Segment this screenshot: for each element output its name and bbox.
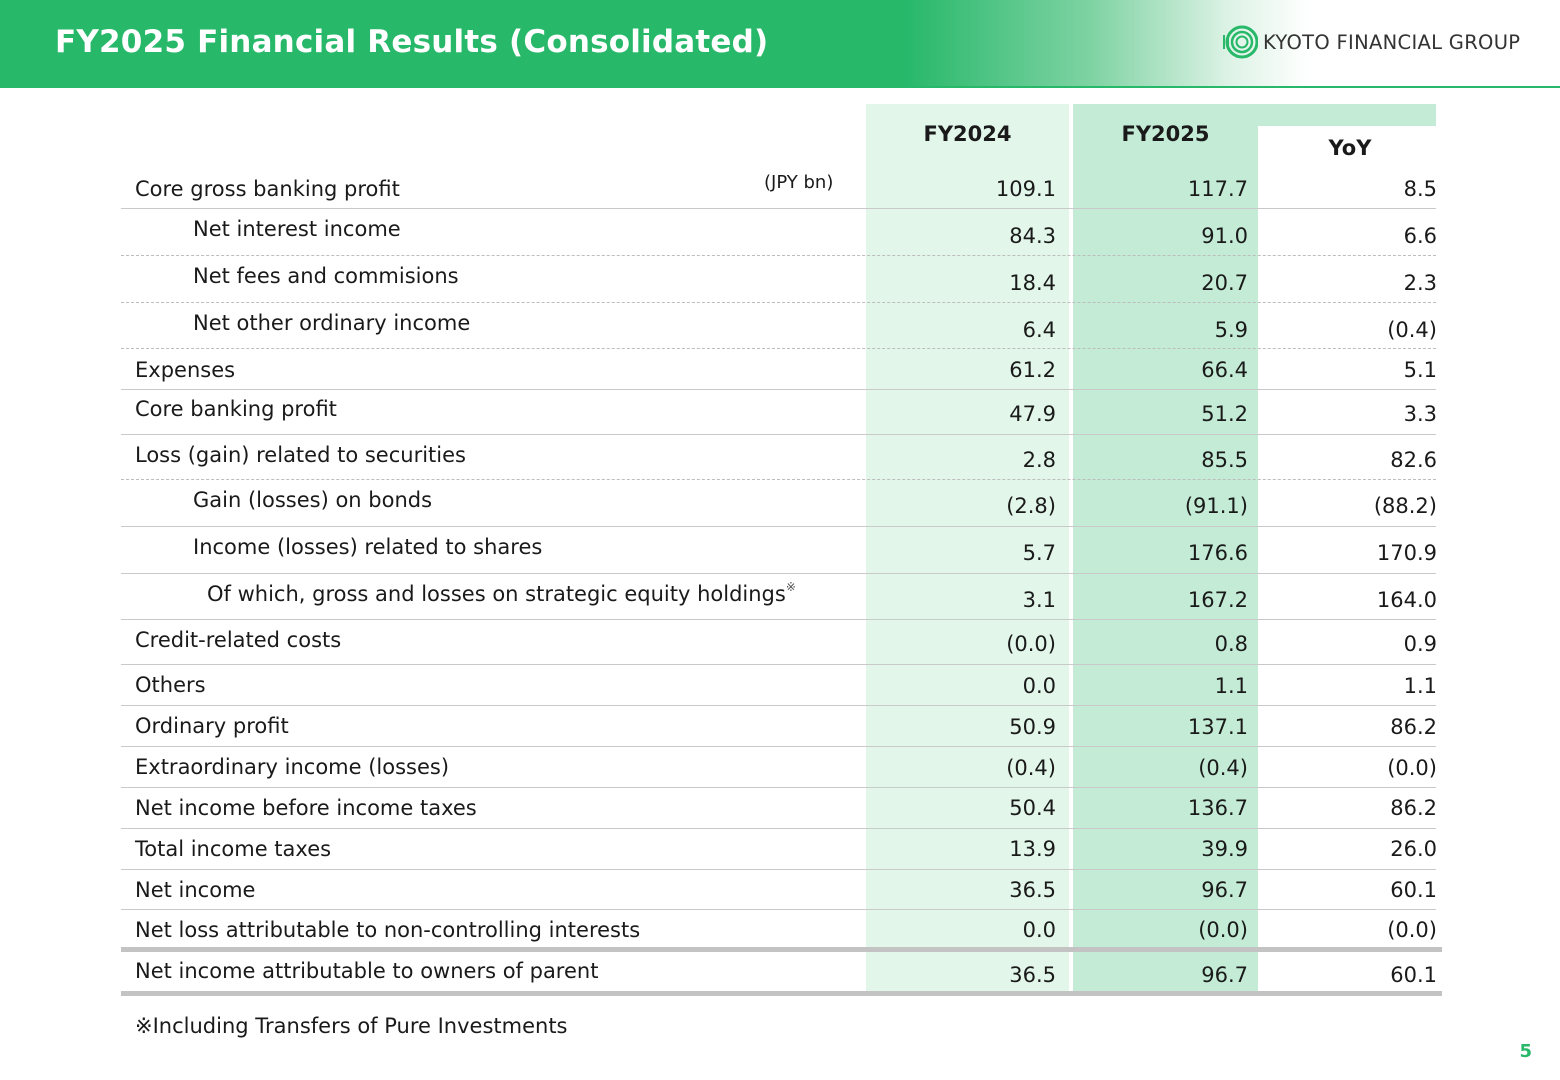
company-logo [1222, 24, 1520, 60]
row-label: Income (losses) related to shares [193, 535, 543, 559]
table-row [121, 389, 1436, 435]
table-row [121, 787, 1436, 829]
table-row [121, 828, 1436, 870]
cell-fy2025: 91.0 [1201, 224, 1248, 248]
cell-yoy: 5.1 [1403, 358, 1437, 382]
unit-label: (JPY bn) [764, 172, 834, 193]
cell-fy2024: 84.3 [1009, 224, 1056, 248]
cell-fy2024: 13.9 [1009, 837, 1056, 861]
cell-fy2024: 3.1 [1022, 588, 1056, 612]
table-row [121, 619, 1436, 665]
table-row [121, 705, 1436, 747]
row-label: Of which, gross and losses on strategic equity holdings※ [207, 580, 796, 606]
table-row [121, 168, 1436, 209]
cell-fy2024: (0.4) [1006, 756, 1056, 780]
yoy-header-bar [1258, 104, 1436, 126]
table-row [121, 434, 1436, 480]
cell-yoy: 0.9 [1403, 632, 1437, 656]
row-label: Credit-related costs [135, 628, 342, 652]
row-label: Ordinary profit [135, 714, 289, 738]
table-row [121, 869, 1436, 910]
cell-yoy: 86.2 [1390, 715, 1437, 739]
cell-fy2024: 109.1 [995, 177, 1056, 201]
cell-fy2024: 6.4 [1022, 318, 1056, 342]
cell-yoy: 1.1 [1403, 674, 1437, 698]
row-label: Gain (losses) on bonds [193, 488, 433, 512]
table-row [121, 573, 1436, 620]
cell-yoy: 8.5 [1403, 177, 1437, 201]
cell-fy2024: 0.0 [1022, 918, 1056, 942]
row-label: Net income [135, 878, 256, 902]
kyoto-logo-icon [1222, 24, 1258, 60]
cell-fy2025: (0.0) [1198, 918, 1248, 942]
row-label: Net interest income [193, 217, 401, 241]
cell-fy2025: 39.9 [1201, 837, 1248, 861]
cell-fy2025: 136.7 [1187, 796, 1248, 820]
cell-fy2025: 117.7 [1187, 177, 1248, 201]
cell-yoy: 170.9 [1376, 541, 1437, 565]
column-header-fy2025: FY2025 [1121, 122, 1210, 146]
cell-fy2024: 18.4 [1009, 271, 1056, 295]
row-label: Extraordinary income (losses) [135, 755, 450, 779]
cell-fy2025: 137.1 [1187, 715, 1248, 739]
cell-fy2024: 5.7 [1022, 541, 1056, 565]
title-bar [0, 0, 1560, 88]
table-row [121, 208, 1436, 256]
cell-fy2025: 66.4 [1201, 358, 1248, 382]
cell-yoy: 82.6 [1390, 448, 1437, 472]
row-label: Core gross banking profit [135, 177, 400, 201]
page-title: FY2025 Financial Results (Consolidated) [55, 24, 769, 60]
cell-yoy: 6.6 [1403, 224, 1437, 248]
cell-yoy: (0.0) [1387, 918, 1437, 942]
cell-yoy: (0.4) [1387, 318, 1437, 342]
cell-yoy: 164.0 [1376, 588, 1437, 612]
row-label: Net loss attributable to non-controlling interests [135, 918, 641, 942]
cell-fy2024: 36.5 [1009, 878, 1056, 902]
company-name: KYOTO FINANCIAL GROUP [1263, 30, 1521, 54]
table-row [121, 255, 1436, 303]
table-row [121, 479, 1436, 527]
cell-yoy: (88.2) [1373, 494, 1437, 518]
cell-yoy: 86.2 [1390, 796, 1437, 820]
table-row [121, 746, 1436, 788]
cell-fy2024: 50.9 [1009, 715, 1056, 739]
cell-fy2025: 1.1 [1214, 674, 1248, 698]
row-label: Net other ordinary income [193, 311, 471, 335]
cell-fy2024: (0.0) [1006, 632, 1056, 656]
row-label: Loss (gain) related to securities [135, 443, 466, 467]
cell-fy2025: 176.6 [1187, 541, 1248, 565]
table-row [121, 664, 1436, 706]
cell-yoy: (0.0) [1387, 756, 1437, 780]
cell-fy2024: 0.0 [1022, 674, 1056, 698]
cell-fy2025: (91.1) [1184, 494, 1248, 518]
cell-fy2025: 85.5 [1201, 448, 1248, 472]
cell-fy2024: 50.4 [1009, 796, 1056, 820]
cell-fy2025: 96.7 [1201, 963, 1248, 987]
footnote: ※Including Transfers of Pure Investments [135, 1014, 568, 1038]
cell-yoy: 60.1 [1390, 963, 1437, 987]
table-row [121, 952, 1442, 996]
cell-fy2025: 51.2 [1201, 402, 1248, 426]
row-label: Net income before income taxes [135, 796, 477, 820]
cell-fy2024: 47.9 [1009, 402, 1056, 426]
cell-fy2024: 2.8 [1022, 448, 1056, 472]
cell-fy2024: 61.2 [1009, 358, 1056, 382]
row-label: Net fees and commisions [193, 264, 459, 288]
row-label: Net income attributable to owners of parent [135, 959, 599, 983]
cell-yoy: 3.3 [1403, 402, 1437, 426]
cell-yoy: 2.3 [1403, 271, 1437, 295]
cell-fy2025: 0.8 [1214, 632, 1248, 656]
column-header-yoy: YoY [1328, 136, 1372, 160]
cell-fy2024: (2.8) [1006, 494, 1056, 518]
page-number: 5 [1519, 1041, 1532, 1062]
cell-fy2025: (0.4) [1198, 756, 1248, 780]
cell-yoy: 60.1 [1390, 878, 1437, 902]
column-header-fy2024: FY2024 [923, 122, 1012, 146]
table-row [121, 348, 1436, 390]
table-row [121, 909, 1442, 952]
cell-fy2024: 36.5 [1009, 963, 1056, 987]
cell-yoy: 26.0 [1390, 837, 1437, 861]
cell-fy2025: 5.9 [1214, 318, 1248, 342]
row-label: Others [135, 673, 206, 697]
row-label: Total income taxes [135, 837, 332, 861]
row-label: Expenses [135, 358, 236, 382]
row-label: Core banking profit [135, 397, 337, 421]
cell-fy2025: 20.7 [1201, 271, 1248, 295]
cell-fy2025: 96.7 [1201, 878, 1248, 902]
footnote-mark: ※ [785, 580, 796, 594]
table-row [121, 302, 1436, 349]
cell-fy2025: 167.2 [1187, 588, 1248, 612]
table-row [121, 526, 1436, 574]
